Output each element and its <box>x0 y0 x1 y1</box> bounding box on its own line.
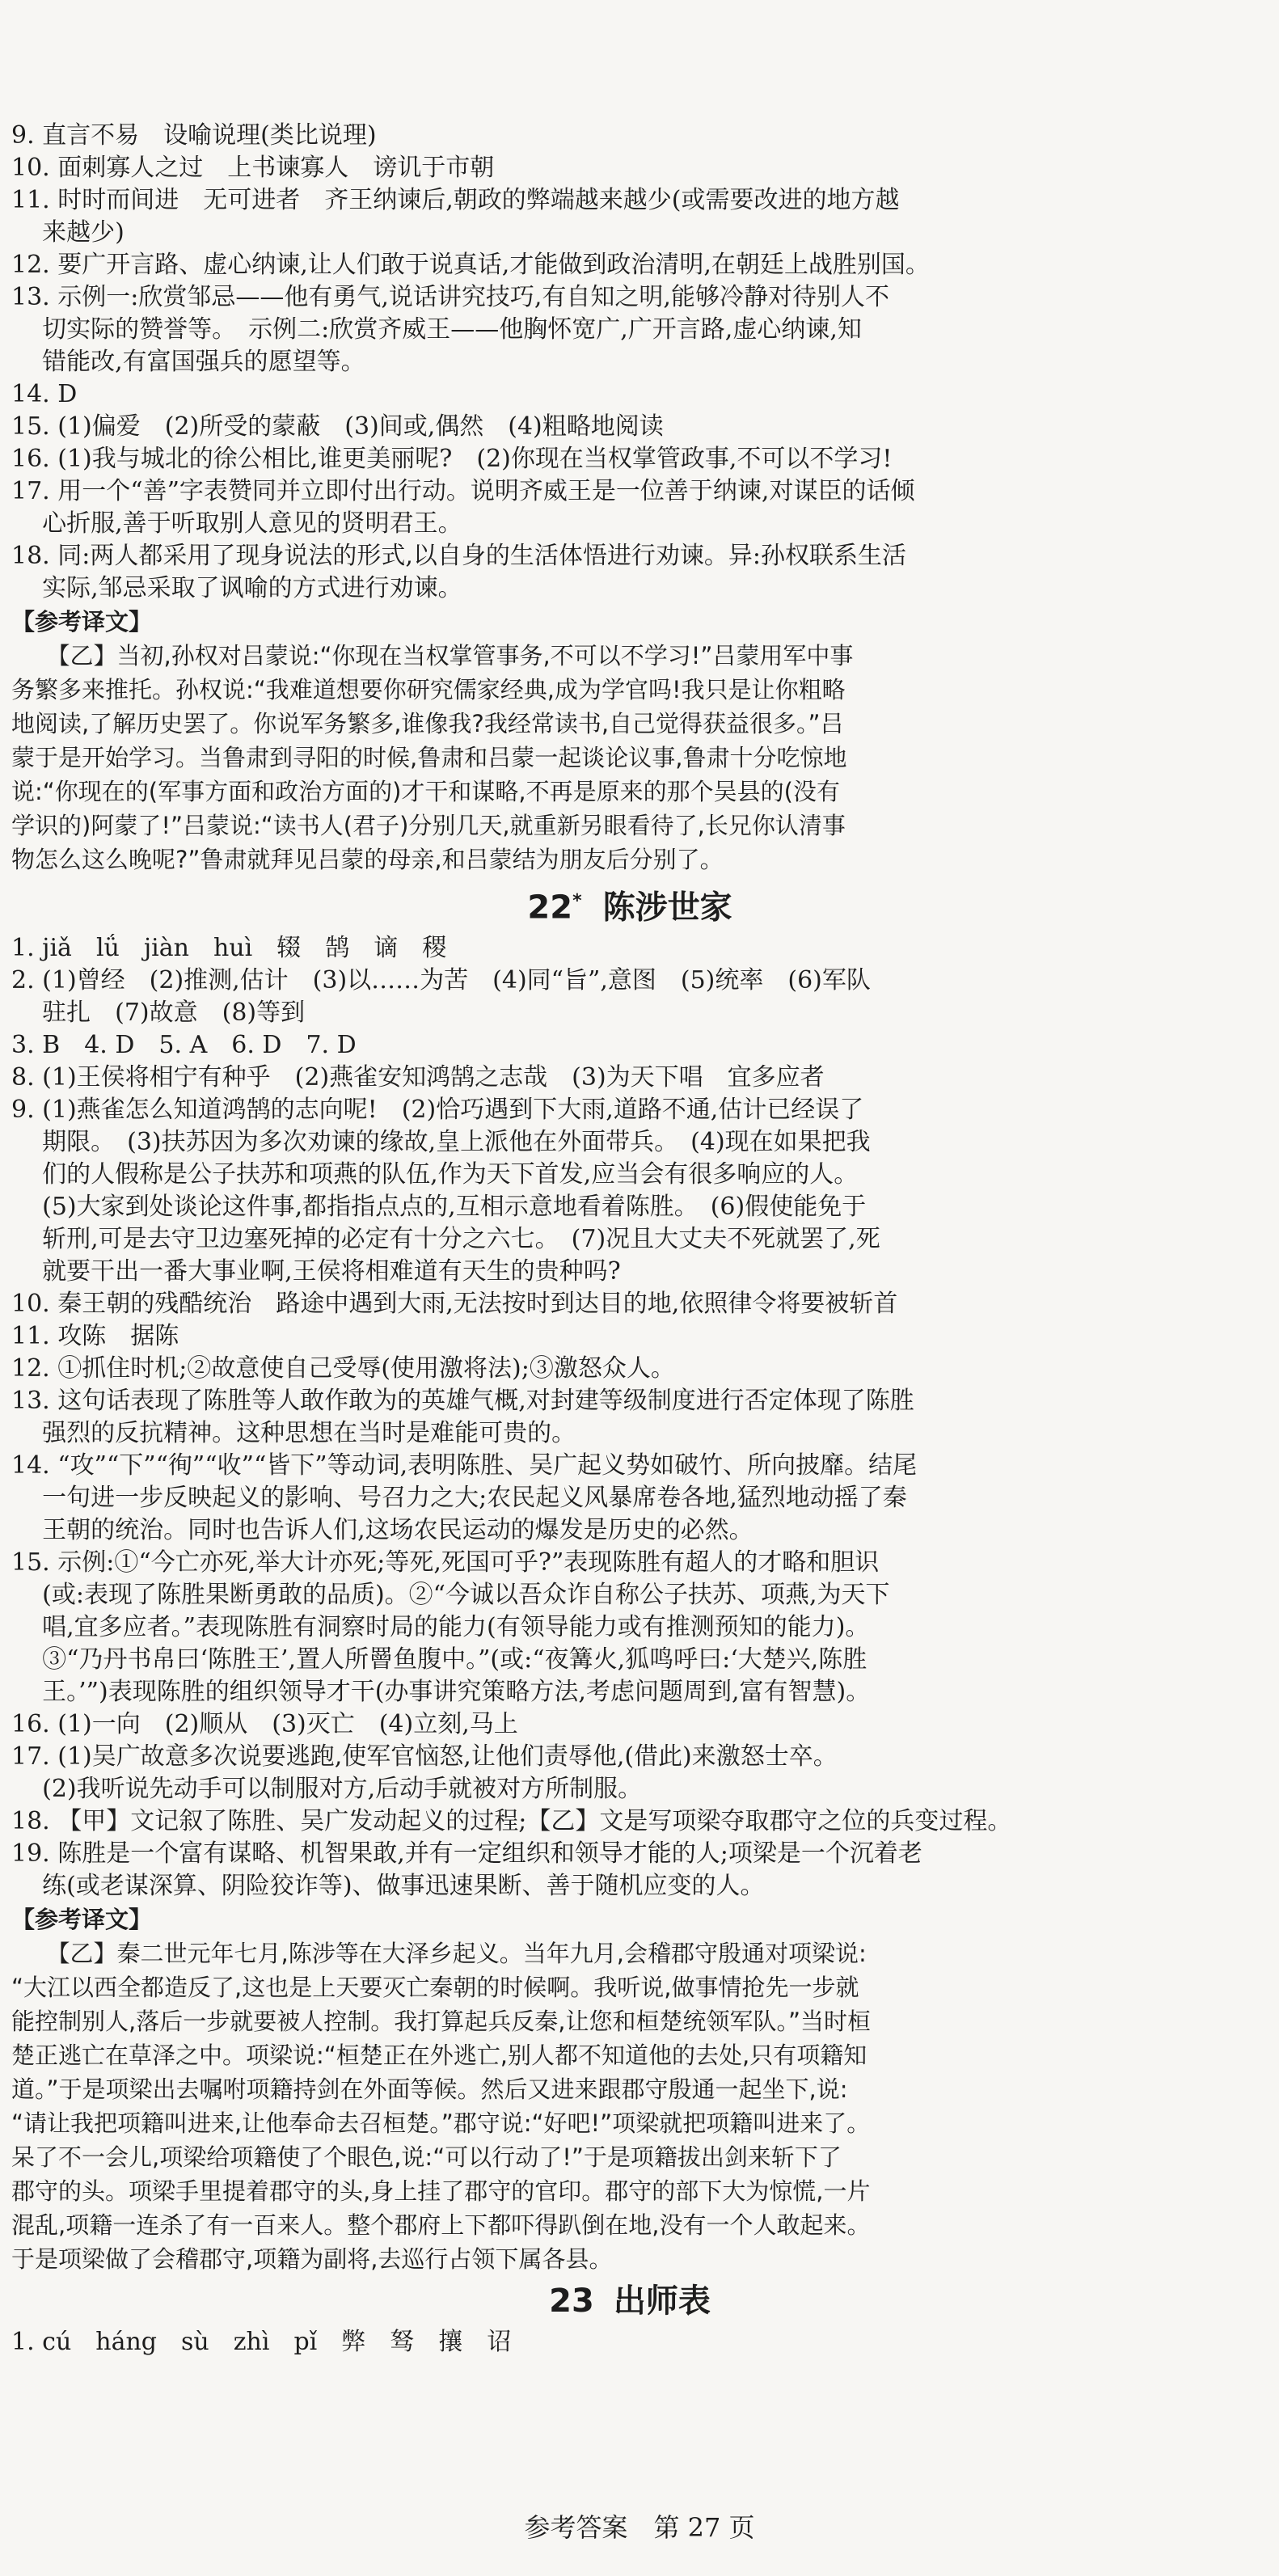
text-line: 王。’”)表现陈胜的组织领导才干(办事讲究策略方法,考虑问题周到,富有智慧)。 <box>11 1678 871 1707</box>
text-line: 13. 示例一:欣赏邹忌——他有勇气,说话讲究技巧,有自知之明,能够冷静对待别人不 <box>11 283 889 311</box>
lesson-22-heading <box>11 878 1248 931</box>
text-line: 10. 面刺寡人之过 上书谏寡人 谤讥于市朝 <box>11 154 495 182</box>
lesson-number: 22 <box>527 889 573 927</box>
text-line: 16. (1)一向 (2)顺从 (3)灭亡 (4)立刻,马上 <box>11 1710 518 1739</box>
text-line: 17. (1)吴广故意多次说要逃跑,使军官恼怒,让他们责辱他,(借此)来激怒士卒。 <box>11 1742 838 1772</box>
text-line: 12. ①抓住时机;②故意使自己受辱(使用激将法);③激怒众人。 <box>11 1354 675 1383</box>
text-line: ③“乃丹书帛曰‘陈胜王’,置人所罾鱼腹中。”(或:“夜篝火,狐鸣呼曰:‘大楚兴,陈胜 <box>11 1645 867 1674</box>
text-line: 切实际的赞誉等。 示例二:欣赏齐威王——他胸怀宽广,广开言路,虚心纳谏,知 <box>11 315 862 344</box>
text-line: 14. D <box>11 380 78 408</box>
text-line: 8. (1)王侯将相宁有种乎 (2)燕雀安知鸿鹄之志哉 (3)为天下唱 宜多应者 <box>11 1063 825 1092</box>
text-line: 15. (1)偏爱 (2)所受的蒙蔽 (3)间或,偶然 (4)粗略地阅读 <box>11 412 664 441</box>
answers-lesson-23 <box>11 2326 1248 2359</box>
text-line: 错能改,有富国强兵的愿望等。 <box>11 348 365 376</box>
reference-translation-label: 【参考译文】 <box>11 608 153 636</box>
text-line: 13. 这句话表现了陈胜等人敢作敢为的英雄气概,对封建等级制度进行否定体现了陈胜 <box>11 1387 914 1416</box>
text-line: 11. 攻陈 据陈 <box>11 1322 179 1351</box>
text-line: 就要干出一番大事业啊,王侯将相难道有天生的贵种吗? <box>11 1257 621 1286</box>
reference-translation-1 <box>11 639 1248 876</box>
answers-lesson-21 <box>11 120 1248 605</box>
text-line: 18. 【甲】文记叙了陈胜、吴广发动起义的过程;【乙】文是写项梁夺取郡守之位的兵变过程。 <box>11 1807 1012 1836</box>
page-footer: 参考答案 第 27 页 <box>524 2512 755 2543</box>
text-line: 斩刑,可是去守卫边塞死掉的必定有十分之六七。 (7)况且大丈夫不死就罢了,死 <box>11 1225 880 1254</box>
text-line: 呆了不一会儿,项梁给项籍使了个眼色,说:“可以行动了!”于是项籍拔出剑来斩下了 <box>11 2143 842 2172</box>
text-line: 【乙】秦二世元年七月,陈涉等在大泽乡起义。当年九月,会稽郡守殷通对项梁说: <box>11 1940 867 1968</box>
text-line: 10. 秦王朝的残酷统治 路途中遇到大雨,无法按时到达目的地,依照律令将要被斩首 <box>11 1290 898 1319</box>
reference-translation-label: 【参考译文】 <box>11 1906 153 1934</box>
text-line: 2. (1)曾经 (2)推测,估计 (3)以……为苦 (4)同“旨”,意图 (5)统率 (6)军队 <box>11 966 871 995</box>
text-line: 驻扎 (7)故意 (8)等到 <box>11 999 306 1028</box>
lesson-title: 陈涉世家 <box>602 889 732 927</box>
text-line: 务繁多来推托。孙权说:“我难道想要你研究儒家经典,成为学官吗!我只是让你粗略 <box>11 676 846 703</box>
text-line: 12. 要广开言路、虚心纳谏,让人们敢于说真话,才能做到政治清明,在朝廷上战胜别国。 <box>11 251 930 279</box>
text-line: 道。”于是项梁出去嘱咐项籍持剑在外面等候。然后又进来跟郡守殷通一起坐下,说: <box>11 2076 848 2104</box>
optional-lesson-mark: * <box>572 891 582 911</box>
text-line: 实际,邹忌采取了讽喻的方式进行劝谏。 <box>11 574 462 602</box>
text-line: 【乙】当初,孙权对吕蒙说:“你现在当权掌管事务,不可以不学习!”吕蒙用军中事 <box>11 642 854 669</box>
text-line: 15. 示例:①“今亡亦死,举大计亦死;等死,死国可乎?”表现陈胜有超人的才略和胆识 <box>11 1548 880 1577</box>
text-line: (2)我听说先动手可以制服对方,后动手就被对方所制服。 <box>11 1775 643 1804</box>
text-line: 们的人假称是公子扶苏和项燕的队伍,作为天下首发,应当会有很多响应的人。 <box>11 1160 859 1189</box>
text-line: 11. 时时而间进 无可进者 齐王纳谏后,朝政的弊端越来越少(或需要改进的地方越 <box>11 186 900 214</box>
text-line: 17. 用一个“善”字表赞同并立即付出行动。说明齐威王是一位善于纳谏,对谋臣的话倾 <box>11 477 915 505</box>
text-line: 一句进一步反映起义的影响、号召力之大;农民起义风暴席卷各地,猛烈地动摇了秦 <box>11 1484 907 1513</box>
text-line: 期限。 (3)扶苏因为多次劝谏的缘故,皇上派他在外面带兵。 (4)现在如果把我 <box>11 1128 871 1157</box>
text-line: 说:“你现在的(军事方面和政治方面的)才干和谋略,不再是原来的那个吴县的(没有 <box>11 778 840 805</box>
text-line: 19. 陈胜是一个富有谋略、机智果敢,并有一定组织和领导才能的人;项梁是一个沉着老 <box>11 1839 922 1869</box>
text-line: 14. “攻”“下”“徇”“收”“皆下”等动词,表明陈胜、吴广起义势如破竹、所向披靡。结尾 <box>11 1451 918 1480</box>
lesson-number: 23 <box>549 2283 594 2321</box>
text-line: 16. (1)我与城北的徐公相比,谁更美丽呢? (2)你现在当权掌管政事,不可以不学习! <box>11 445 893 473</box>
text-line: 能控制别人,落后一步就要被人控制。我打算起兵反秦,让您和桓楚统领军队。”当时桓 <box>11 2008 871 2036</box>
reference-translation-2 <box>11 1936 1248 2276</box>
text-line: 楚正逃亡在草泽之中。项梁说:“桓楚正在外逃亡,别人都不知道他的去处,只有项籍知 <box>11 2042 867 2070</box>
page-content <box>11 120 1248 2359</box>
text-line: 练(或老谋深算、阴险狡诈等)、做事迅速果断、善于随机应变的人。 <box>11 1872 765 1901</box>
text-line: 1. jiǎ lǘ jiàn huì 辍 鹄 谪 稷 <box>11 934 447 963</box>
lesson-title: 出师表 <box>613 2283 711 2321</box>
text-line: 18. 同:两人都采用了现身说法的形式,以自身的生活体悟进行劝谏。异:孙权联系生活 <box>11 542 906 570</box>
text-line: 物怎么这么晚呢?”鲁肃就拜见吕蒙的母亲,和吕蒙结为朋友后分别了。 <box>11 846 724 873</box>
text-line: 地阅读,了解历史罢了。你说军务繁多,谁像我?我经常读书,自己觉得获益很多。”吕 <box>11 710 844 737</box>
text-line: 1. cú háng sù zhì pǐ 弊 驽 攘 诏 <box>11 2328 512 2357</box>
text-line: 唱,宜多应者。”表现陈胜有洞察时局的能力(有领导能力或有推测预知的能力)。 <box>11 1613 870 1642</box>
lesson-23-heading <box>11 2278 1248 2325</box>
text-line: 郡守的头。项梁手里提着郡守的头,身上挂了郡守的官印。郡守的部下大为惊慌,一片 <box>11 2177 871 2206</box>
text-line: 于是项梁做了会稽郡守,项籍为副将,去巡行占领下属各县。 <box>11 2245 613 2274</box>
answers-lesson-22 <box>11 932 1248 1902</box>
text-line: “大江以西全都造反了,这也是上天要灭亡秦朝的时候啊。我听说,做事情抢先一步就 <box>11 1974 859 2002</box>
text-line: 9. 直言不易 设喻说理(类比说理) <box>11 121 377 150</box>
text-line: 3. B 4. D 5. A 6. D 7. D <box>11 1031 357 1060</box>
text-line: (5)大家到处谈论这件事,都指指点点的,互相示意地看着陈胜。 (6)假使能免于 <box>11 1193 867 1222</box>
text-line: 蒙于是开始学习。当鲁肃到寻阳的时候,鲁肃和吕蒙一起谈论议事,鲁肃十分吃惊地 <box>11 744 847 771</box>
text-line: 学识的)阿蒙了!”吕蒙说:“读书人(君子)分别几天,就重新另眼看待了,长兄你认清事 <box>11 812 846 839</box>
text-line: 9. (1)燕雀怎么知道鸿鹄的志向呢! (2)恰巧遇到下大雨,道路不通,估计已经误了 <box>11 1096 864 1125</box>
text-line: “请让我把项籍叫进来,让他奉命去召桓楚。”郡守说:“好吧!”项梁就把项籍叫进来了。 <box>11 2109 871 2138</box>
text-line: 来越少) <box>11 218 125 247</box>
text-line: (或:表现了陈胜果断勇敢的品质)。②“今诚以吾众诈自称公子扶苏、项燕,为天下 <box>11 1581 890 1610</box>
text-line: 心折服,善于听取别人意见的贤明君王。 <box>11 509 462 538</box>
text-line: 混乱,项籍一连杀了有一百来人。整个郡府上下都吓得趴倒在地,没有一个人敢起来。 <box>11 2211 871 2240</box>
text-line: 强烈的反抗精神。这种思想在当时是难能可贵的。 <box>11 1419 576 1448</box>
text-line: 王朝的统治。同时也告诉人们,这场农民运动的爆发是历史的必然。 <box>11 1516 753 1545</box>
